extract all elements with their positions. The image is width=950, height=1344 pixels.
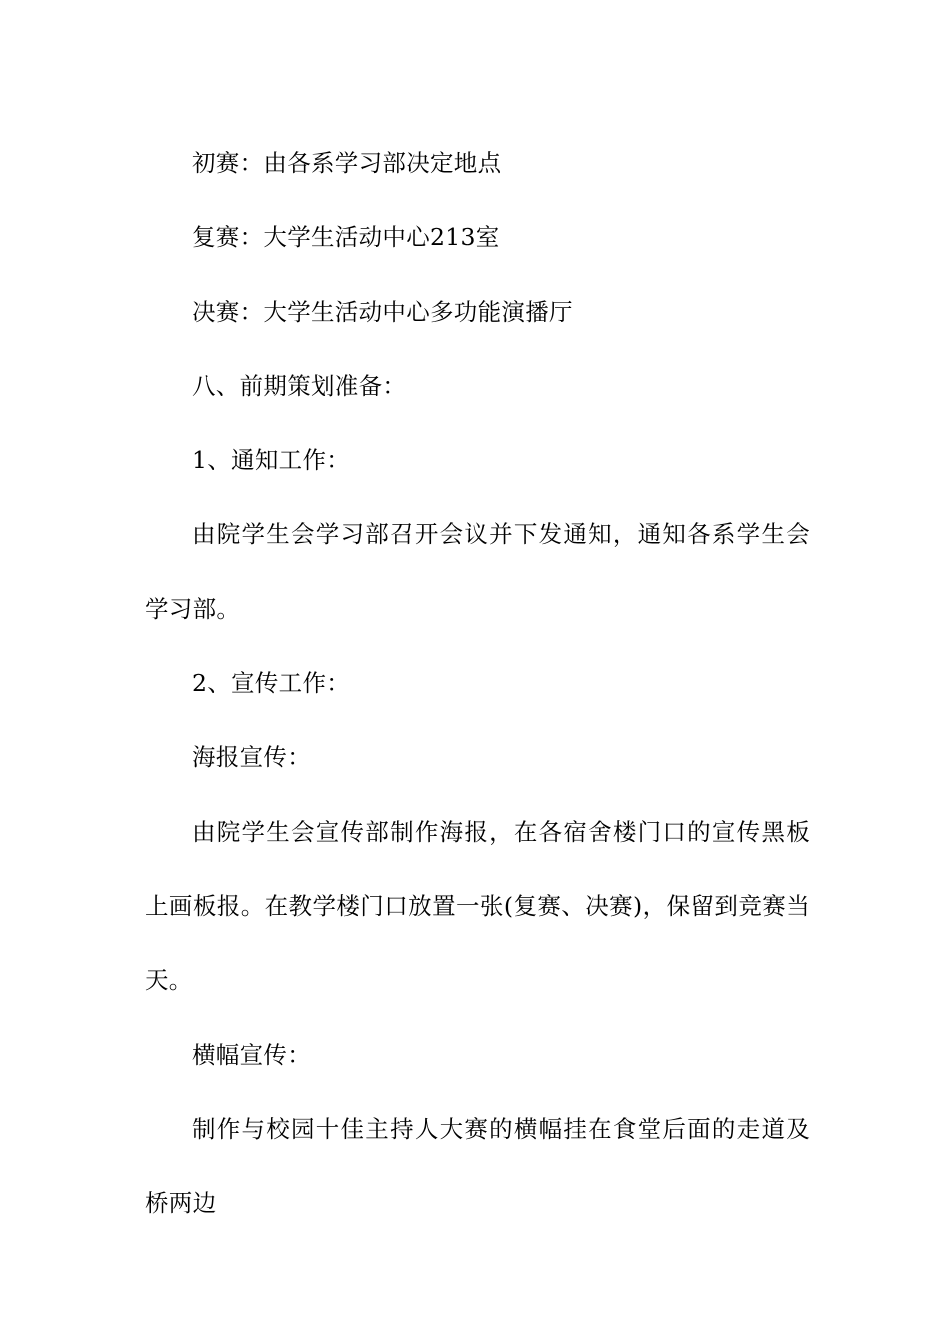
subheading-banner-publicity: 横幅宣传：	[192, 1040, 311, 1069]
subheading-publicity-work: 2、宣传工作：	[192, 669, 351, 698]
subheading-poster-publicity: 海报宣传：	[192, 743, 311, 772]
paragraph-preliminary-venue: 初赛：由各系学习部决定地点	[192, 149, 502, 177]
section-heading-preparation: 八、前期策划准备：	[192, 371, 407, 400]
paragraph-semifinal-venue: 复赛：大学生活动中心213室	[192, 223, 500, 252]
subheading-notice-work: 1、通知工作：	[192, 446, 351, 475]
paragraph-poster-details: 由院学生会宣传部制作海报，在各宿舍楼门口的宣传黑板上画板报。在教学楼门口放置一张(复赛、决赛)，保留到竞赛当天。	[145, 817, 810, 995]
paragraph-banner-details: 制作与校园十佳主持人大赛的横幅挂在食堂后面的走道及桥两边	[145, 1114, 810, 1218]
paragraph-notice-details: 由院学生会学习部召开会议并下发通知，通知各系学生会学习部。	[145, 520, 810, 623]
document-body	[145, 126, 810, 1240]
paragraph-final-venue: 决赛：大学生活动中心多功能演播厅	[192, 297, 573, 326]
